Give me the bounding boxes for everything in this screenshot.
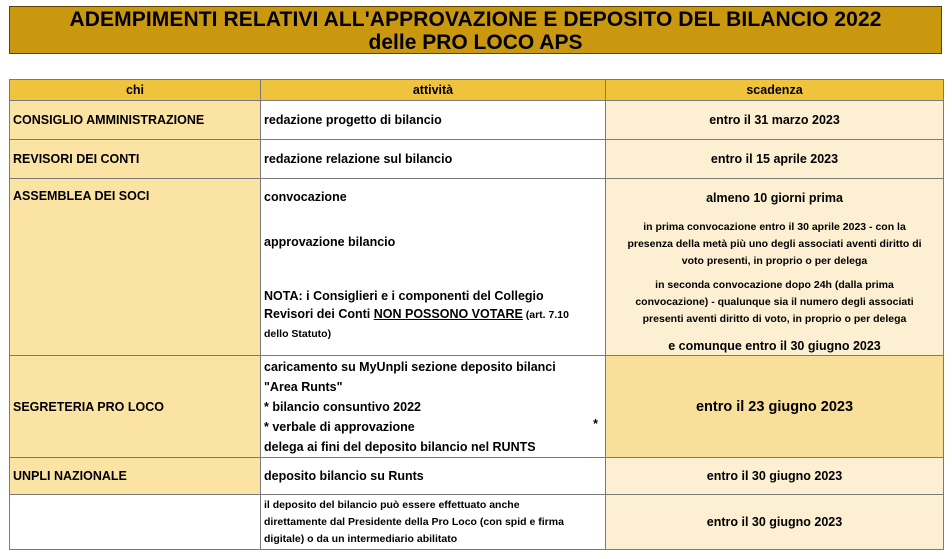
title-line-1: ADEMPIMENTI RELATIVI ALL'APPROVAZIONE E DEPOSITO DEL BILANCIO 2022 [69, 8, 882, 31]
title-banner [9, 6, 942, 54]
cell-att-presidente [261, 495, 606, 550]
cell-chi-segreteria: SEGRETERIA PRO LOCO [10, 356, 261, 458]
nota-line-1: NOTA: i Consiglieri e i componenti del Collegio [264, 289, 544, 303]
title-line-2: delle PRO LOCO APS [368, 31, 583, 54]
nota-statuto: dello Statuto) [264, 328, 332, 340]
sca-seconda-line-3: presenti aventi diritto di voto, in proprio o per delega [642, 313, 907, 325]
header-attivita: attività [261, 80, 606, 101]
sca-seconda-line-2: convocazione) - qualunque sia il numero degli associati [635, 296, 914, 308]
sca-seconda-convocazione [606, 277, 943, 328]
header-row [10, 80, 944, 101]
cell-sca-presidente: entro il 30 giugno 2023 [606, 495, 944, 550]
row-assemblea [10, 179, 944, 356]
cell-chi-revisori: REVISORI DEI CONTI [10, 140, 261, 179]
sca-prima-line-3: voto presenti, in proprio o per delega [681, 255, 868, 267]
seg-line-4: * verbale di approvazione [264, 419, 415, 434]
header-chi: chi [10, 80, 261, 101]
cell-att-consiglio: redazione progetto di bilancio [261, 101, 606, 140]
cell-sca-revisori: entro il 15 aprile 2023 [606, 140, 944, 179]
att-nota [264, 287, 569, 342]
seg-line-1: caricamento su MyUnpli sezione deposito bilanci [264, 359, 556, 374]
cell-att-revisori: redazione relazione sul bilancio [261, 140, 606, 179]
cell-att-segreteria [261, 356, 606, 458]
pres-line-3: digitale) o da un intermediario abilitato [264, 532, 458, 545]
row-presidente [10, 495, 944, 550]
cell-chi-consiglio: CONSIGLIO AMMINISTRAZIONE [10, 101, 261, 140]
row-segreteria [10, 356, 944, 458]
cell-sca-unpli: entro il 30 giugno 2023 [606, 458, 944, 495]
sca-almeno: almeno 10 giorni prima [706, 191, 843, 205]
seg-line-5: delega ai fini del deposito bilancio nel RUNTS [264, 439, 536, 454]
nota-art: (art. 7.10 [522, 309, 569, 321]
sca-prima-line-1: in prima convocazione entro il 30 aprile 2023 - con la [643, 221, 906, 233]
nota-line-2: Revisori dei Conti [264, 307, 374, 321]
pres-line-2: direttamente dal Presidente della Pro Loco (con spid e firma [264, 515, 564, 528]
cell-chi-unpli: UNPLI NAZIONALE [10, 458, 261, 495]
sca-comunque: e comunque entro il 30 giugno 2023 [668, 339, 881, 353]
seg-line-2: "Area Runts" [264, 379, 343, 394]
header-scadenza: scadenza [606, 80, 944, 101]
nota-non-possono-votare: NON POSSONO VOTARE [373, 307, 523, 321]
cell-chi-assemblea: ASSEMBLEA DEI SOCI [10, 179, 261, 356]
seg-line-4-wrap [264, 417, 602, 437]
row-consiglio [10, 101, 944, 140]
att-approvazione: approvazione bilancio [264, 235, 396, 249]
sca-prima-convocazione [606, 219, 943, 270]
cell-att-unpli: deposito bilancio su Runts [261, 458, 606, 495]
cell-att-assemblea [261, 179, 606, 356]
row-revisori [10, 140, 944, 179]
deadlines-table [9, 79, 944, 550]
seg-line-3: * bilancio consuntivo 2022 [264, 399, 421, 414]
cell-sca-assemblea [606, 179, 944, 356]
cell-chi-presidente [10, 495, 261, 550]
sca-seconda-line-1: in seconda convocazione dopo 24h (dalla prima [655, 279, 894, 291]
row-unpli [10, 458, 944, 495]
att-convocazione: convocazione [264, 190, 347, 204]
cell-sca-segreteria: entro il 23 giugno 2023 [606, 356, 944, 458]
pres-line-1: il deposito del bilancio può essere effettuato anche [264, 498, 520, 511]
seg-line-4-asterisk: * [593, 416, 598, 431]
cell-sca-consiglio: entro il 31 marzo 2023 [606, 101, 944, 140]
sca-prima-line-2: presenza della metà più uno degli associati aventi diritto di [627, 238, 922, 250]
